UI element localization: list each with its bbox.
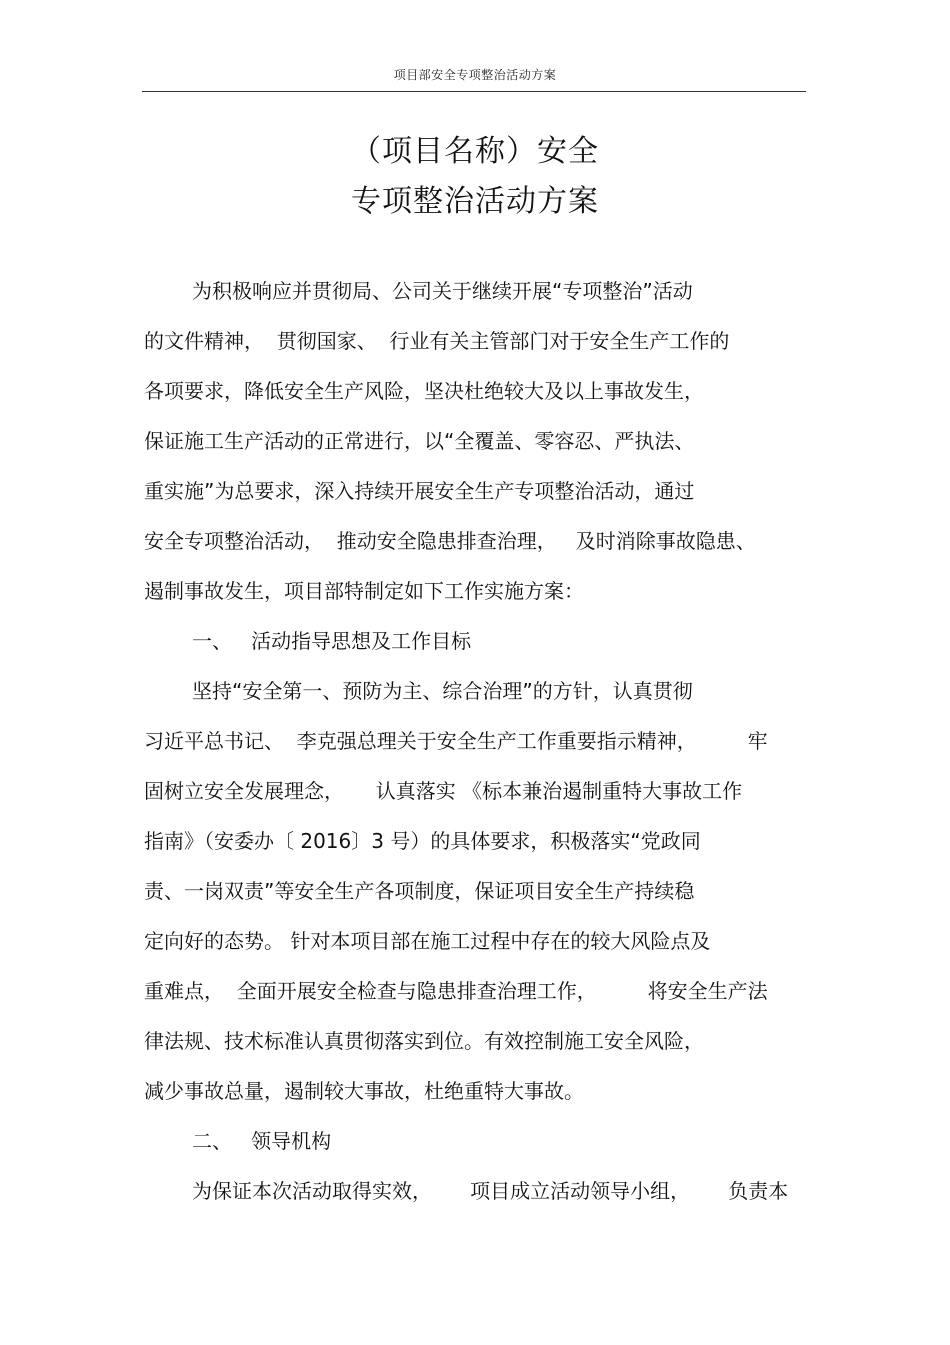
section-heading-2: 二、 领导机构 <box>192 1129 332 1153</box>
section-heading-1: 一、 活动指导思想及工作目标 <box>192 629 472 653</box>
body-line: 各项要求，降低安全生产风险，坚决杜绝较大及以上事故发生， <box>144 379 704 403</box>
body-line: 坚持“安全第一、预防为主、综合治理”的方针，认真贯彻 <box>192 679 693 703</box>
body-line: 重难点， 全面开展安全检查与隐患排查治理工作， 将安全生产法 <box>144 979 768 1003</box>
body-line: 为保证本次活动取得实效， 项目成立活动领导小组， 负责本 <box>192 1179 789 1203</box>
body-line: 为积极响应并贯彻局、公司关于继续开展“专项整治”活动 <box>192 279 693 303</box>
body-line: 律法规、技术标准认真贯彻落实到位。有效控制施工安全风险， <box>144 1029 704 1053</box>
body-line: 定向好的态势。 针对本项目部在施工过程中存在的较大风险点及 <box>144 929 711 953</box>
body-line: 指南》（安委办〔 2016〕3 号）的具体要求，积极落实“党政同 <box>144 829 701 853</box>
body-line: 责、一岗双责”等安全生产各项制度，保证项目安全生产持续稳 <box>144 879 695 903</box>
body-line: 习近平总书记、 李克强总理关于安全生产工作重要指示精神， 牢 <box>144 729 768 753</box>
body-line: 的文件精神， 贯彻国家、 行业有关主管部门对于安全生产工作的 <box>144 329 730 353</box>
running-header: 项目部安全专项整治活动方案 <box>393 68 557 82</box>
body-line: 减少事故总量，遏制较大事故，杜绝重特大事故。 <box>144 1079 584 1103</box>
body-line: 安全专项整治活动， 推动安全隐患排查治理， 及时消除事故隐患、 <box>144 529 756 553</box>
header-divider <box>142 91 806 92</box>
body-line: 重实施”为总要求，深入持续开展安全生产专项整治活动，通过 <box>144 479 695 503</box>
document-title-line-2: 专项整治活动方案 <box>351 184 599 219</box>
body-line: 遏制事故发生，项目部特制定如下工作实施方案： <box>144 579 584 603</box>
body-line: 固树立安全发展理念， 认真落实 《标本兼治遏制重特大事故工作 <box>144 779 743 803</box>
document-title-line-1: （项目名称）安全 <box>351 134 599 169</box>
body-line: 保证施工生产活动的正常进行，以“全覆盖、零容忍、严执法、 <box>144 429 695 453</box>
